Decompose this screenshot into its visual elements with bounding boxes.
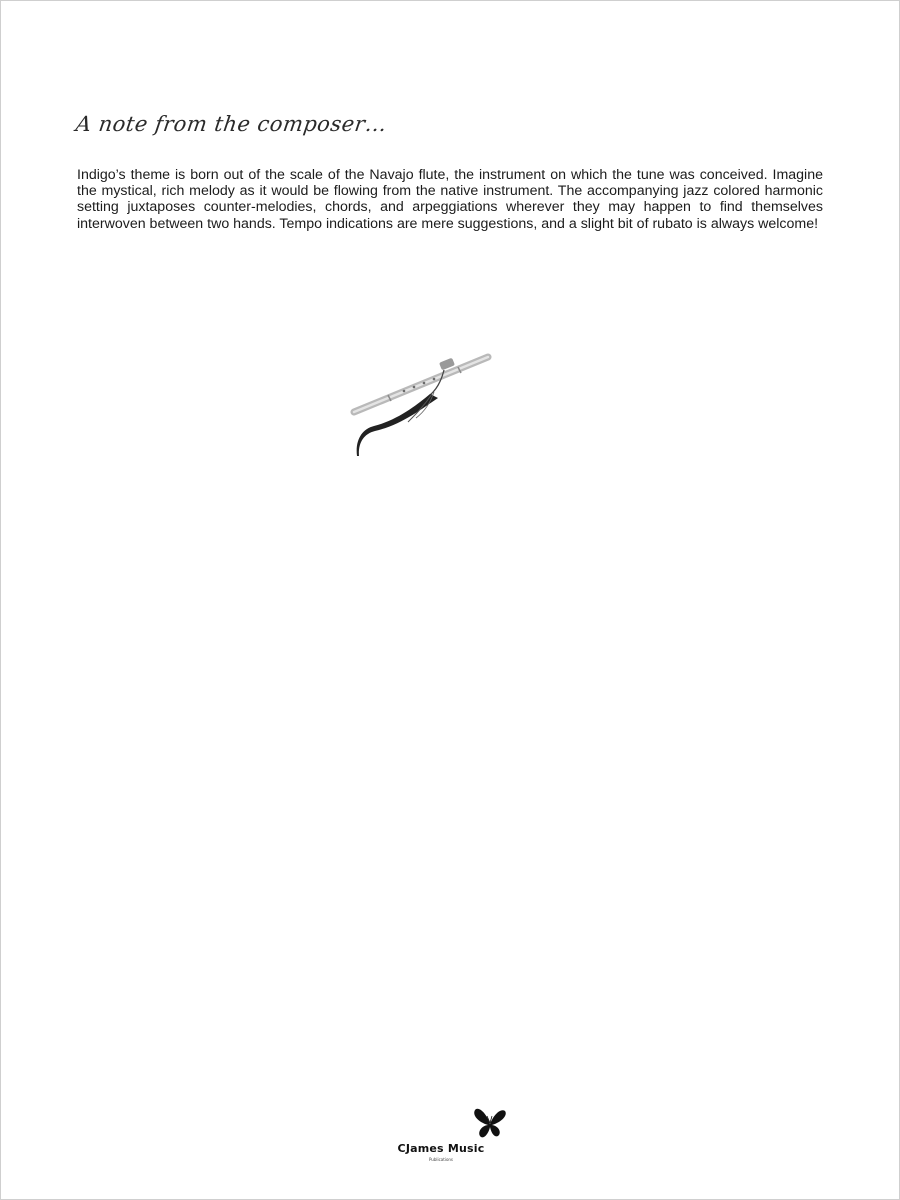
butterfly-icon xyxy=(472,1104,508,1140)
composer-note-heading: A note from the composer… xyxy=(74,112,389,136)
navajo-flute-icon xyxy=(346,348,496,463)
publisher-logo xyxy=(386,1104,496,1164)
composer-note-body: Indigo’s theme is born out of the scale of the Navajo flute, the instrument on which the tune was conceived. Imagine the mystical, rich melody as it would be flowing from the native instrument. The accompanying jazz colored harmonic setting juxtaposes counter-melodies, chords, and arpeggiations wherever they may happen to find themselves interwoven between two hands. Tempo indications are mere suggestions, and a slight bit of rubato is always welcome! xyxy=(77,167,823,232)
publisher-subtitle: Publications xyxy=(428,1157,454,1162)
publisher-name: CJames Music xyxy=(397,1142,485,1155)
